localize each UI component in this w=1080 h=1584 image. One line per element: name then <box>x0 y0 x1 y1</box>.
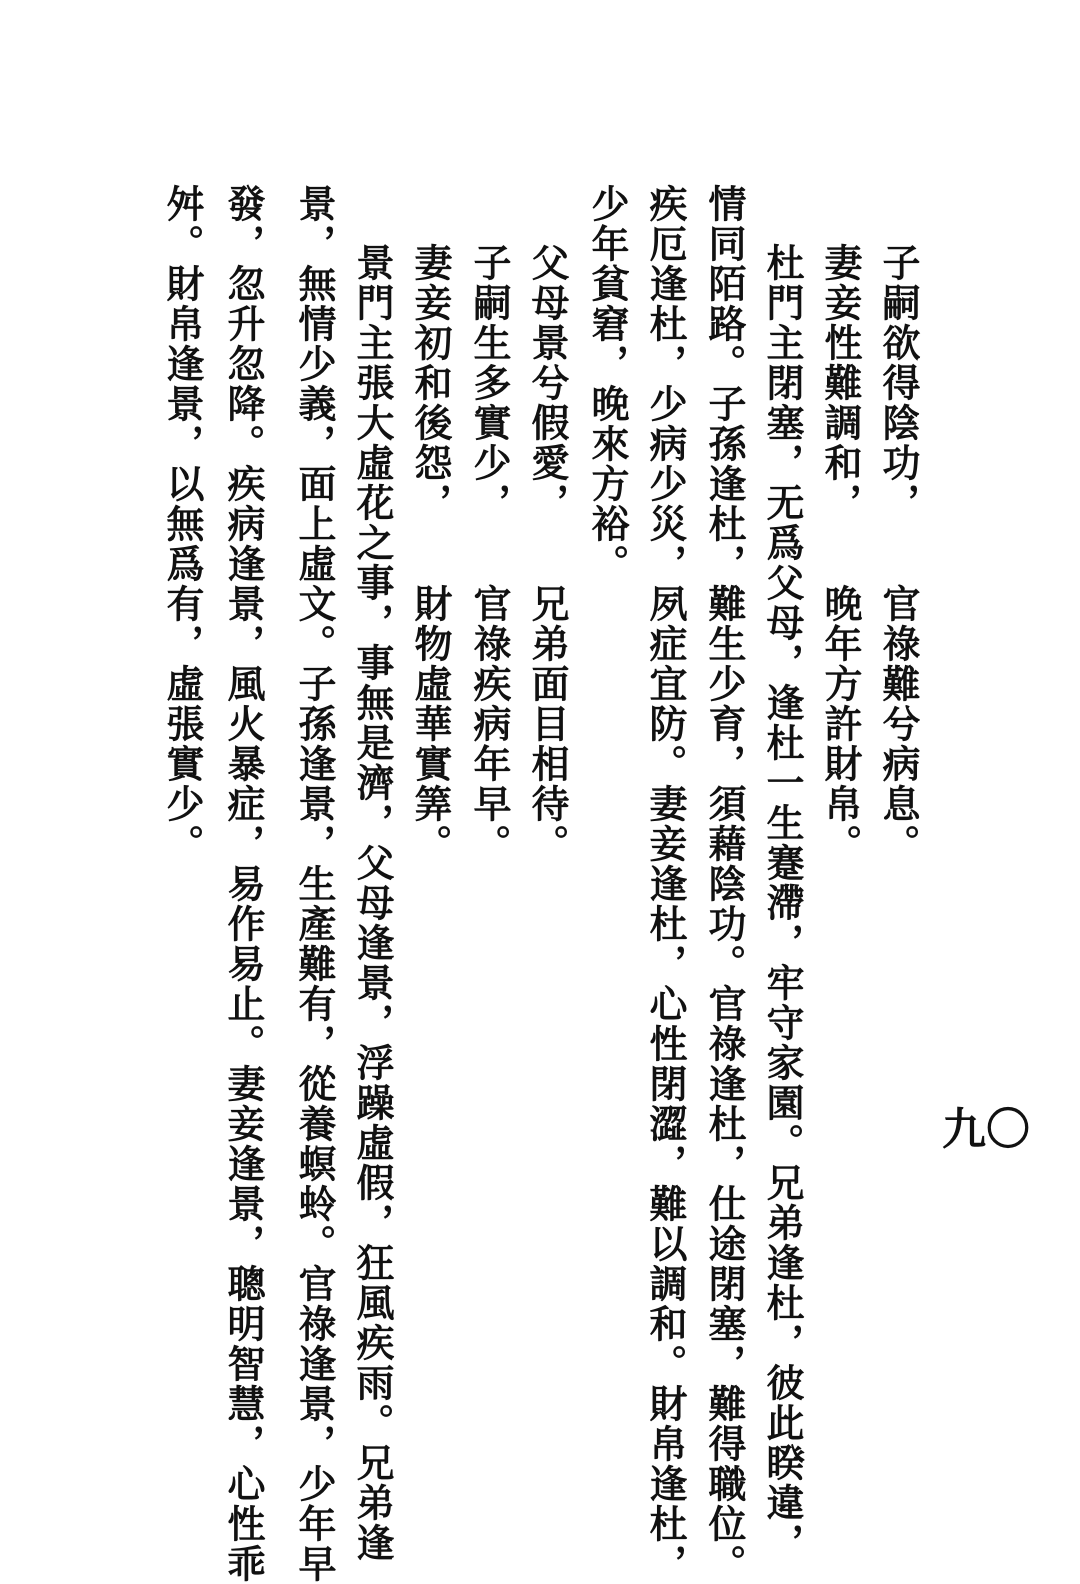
text-column: 疾厄逢杜，少病少災，夙症宜防。妻妾逢杜，心性閉澀，難以調和。財帛逢杜， <box>643 184 688 1584</box>
page-number: 九〇 <box>942 1104 1030 1155</box>
text-column: 舛。財帛逢景，以無爲有，虛張實少。 <box>160 184 205 864</box>
text-column: 妻妾初和後怨， 財物虛華實筭。 <box>408 243 453 864</box>
text-column: 發，忽升忽降。疾病逢景，風火暴症，易作易止。妻妾逢景，聰明智慧，心性乖 <box>221 184 266 1584</box>
text-column: 杜門主閉塞，无爲父母，逢杜一生蹇滯，牢守家園。兄弟逢杜，彼此睽違， <box>760 243 805 1563</box>
text-column: 少年貧窘，晚來方裕。 <box>585 184 630 584</box>
text-column: 父母景兮假愛， 兄弟面目相待。 <box>525 243 570 864</box>
text-column: 情同陌路。子孫逢杜，難生少育，須藉陰功。官祿逢杜，仕途閉塞，難得職位。 <box>702 184 747 1584</box>
text-column: 景，無情少義，面上虛文。子孫逢景，生產難有，從養螟蛉。官祿逢景，少年早 <box>292 184 337 1584</box>
text-column: 子嗣生多實少， 官祿疾病年早。 <box>467 243 512 864</box>
text-column: 景門主張大虛花之事，事無是濟，父母逢景，浮躁虛假，狂風疾雨。兄弟逢 <box>350 243 395 1563</box>
text-column: 妻妾性難調和， 晚年方許財帛。 <box>818 243 863 864</box>
text-column: 子嗣欲得陰功， 官祿難兮病息。 <box>876 243 921 864</box>
